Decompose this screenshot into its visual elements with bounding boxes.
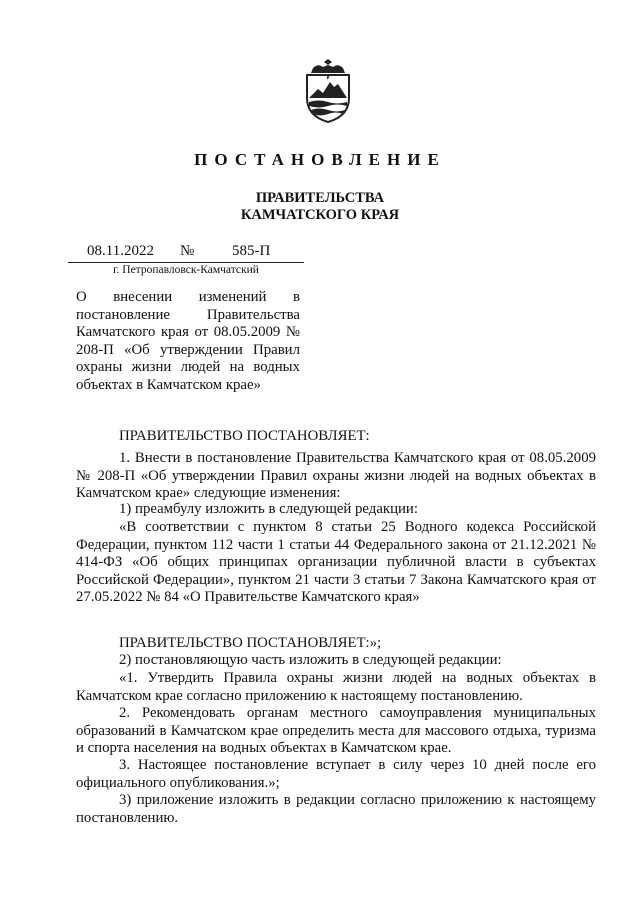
paragraph-1-3: 3) приложение изложить в редакции согласно приложению к настоящему постановлению. — [76, 792, 596, 826]
paragraph-1: 1. Внести в постановление Правительства Камчатского края от 08.05.2009 № 208-П «Об утверждении Правил охраны жизни людей на водных объектах в Камчатском крае» следующие изменения: — [76, 450, 596, 502]
paragraph-1-2: 2) постановляющую часть изложить в следующей редакции: — [119, 652, 502, 668]
city-name: г. Петропавловск-Камчатский — [113, 264, 259, 276]
paragraph-1-1: 1) преамбулу изложить в следующей редакции: — [119, 501, 418, 517]
resolves-heading: ПРАВИТЕЛЬСТВО ПОСТАНОВЛЯЕТ: — [119, 428, 370, 444]
clause-2: 2. Рекомендовать органам местного самоуправления муниципальных образований в Камчатском крае определить места для массового отдыха, туризма и спорта населения на водных объектах в Камчатском крае. — [76, 705, 596, 757]
document-subject: О внесении изменений в постановление Правительства Камчатского края от 08.05.2009 № 208-П «Об утверждении Правил охраны жизни людей на водных объектах в Камчатском крае» — [76, 289, 300, 393]
preamble-quote: «В соответствии с пунктом 8 статьи 25 Водного кодекса Российской Федерации, пунктом 112 части 1 статьи 44 Федерального закона от 21.12.2021 № 414-ФЗ «Об общих принципах организации публичной власти в субъектах Российской Федерации», пунктом 21 части 3 статьи 7 Закона Камчатского края от 27.05.2022 № 84 «О Правительстве Камчатского края» — [76, 519, 596, 606]
document-type-title: ПОСТАНОВЛЕНИЕ — [194, 150, 446, 169]
clause-1: «1. Утвердить Правила охраны жизни людей на водных объектах в Камчатском крае согласно приложению к настоящему постановлению. — [76, 670, 596, 704]
document-date: 08.11.2022 — [87, 243, 154, 259]
issuer-line-1: ПРАВИТЕЛЬСТВА — [255, 190, 385, 206]
document-number: 585-П — [232, 243, 271, 259]
clause-3: 3. Настоящее постановление вступает в силу через 10 дней после его официального опубликования.»; — [76, 757, 596, 791]
coat-of-arms-icon — [299, 58, 357, 124]
issuer-line-2: КАМЧАТСКОГО КРАЯ — [240, 207, 400, 223]
resolves-heading-quoted: ПРАВИТЕЛЬСТВО ПОСТАНОВЛЯЕТ:»; — [119, 635, 382, 651]
number-sign: № — [180, 243, 195, 259]
date-number-underline — [68, 262, 304, 263]
